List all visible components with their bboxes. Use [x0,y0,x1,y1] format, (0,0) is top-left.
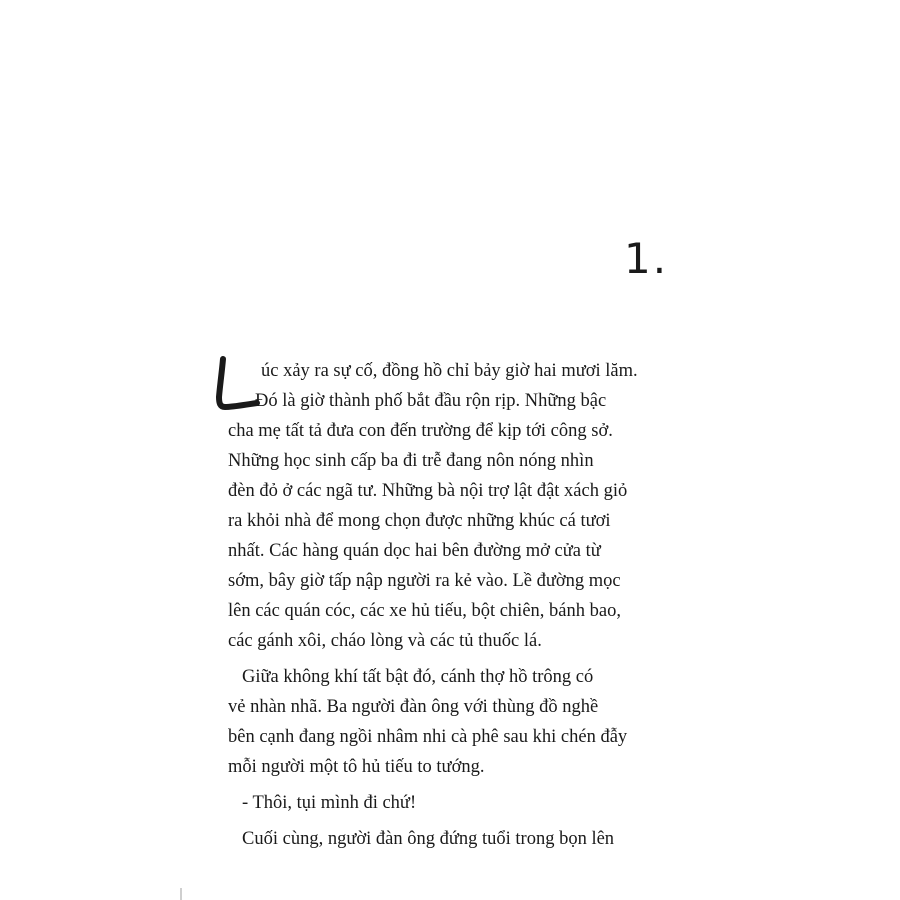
chapter-number: 1. [624,234,669,283]
text-line: lên các quán cóc, các xe hủ tiếu, bột chiên, bánh bao, [228,601,621,621]
text-line: úc xảy ra sự cố, đồng hồ chỉ bảy giờ hai mươi lăm. [261,361,638,381]
text-line: nhất. Các hàng quán dọc hai bên đường mở cửa từ [228,541,601,561]
scan-artifact [180,888,182,900]
dialogue-line: - Thôi, tụi mình đi chứ! [242,793,417,813]
text-line: sớm, bây giờ tấp nập người ra kẻ vào. Lề đường mọc [228,571,621,591]
text-line: Đó là giờ thành phố bắt đầu rộn rịp. Những bậc [255,391,607,411]
body-text [228,356,668,854]
text-line: bên cạnh đang ngồi nhâm nhi cà phê sau khi chén đẫy [228,727,628,747]
text-line: cha mẹ tất tả đưa con đến trường để kịp tới công sở. [228,421,613,441]
text-line: mỗi người một tô hủ tiếu to tướng. [228,757,485,777]
text-line: Cuối cùng, người đàn ông đứng tuổi trong bọn lên [242,829,615,849]
text-line: Những học sinh cấp ba đi trễ đang nôn nóng nhìn [228,451,594,471]
text-line: ra khỏi nhà để mong chọn được những khúc cá tươi [228,511,611,531]
text-line: Giữa không khí tất bật đó, cánh thợ hồ trông có [242,667,594,687]
text-line: đèn đỏ ở các ngã tư. Những bà nội trợ lật đật xách giỏ [228,481,628,501]
text-line: vẻ nhàn nhã. Ba người đàn ông với thùng đồ nghề [228,697,599,717]
text-line: các gánh xôi, cháo lòng và các tủ thuốc lá. [228,631,542,651]
